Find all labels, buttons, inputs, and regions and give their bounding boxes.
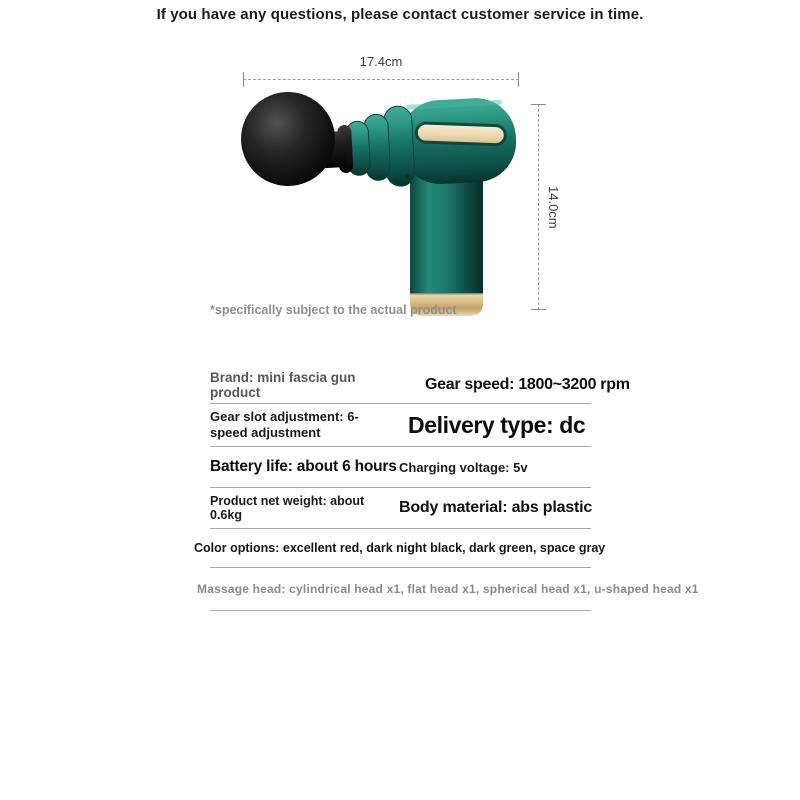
gun-spherical-head bbox=[241, 92, 335, 186]
customer-service-notice: If you have any questions, please contact customer service in time. bbox=[156, 6, 644, 23]
spec-delivery-type: Delivery type: dc bbox=[408, 411, 586, 438]
spec-battery-life: Battery life: about 6 hours bbox=[210, 458, 397, 475]
table-row bbox=[210, 366, 630, 404]
table-row bbox=[210, 404, 591, 447]
gun-body bbox=[316, 96, 518, 190]
spec-color-options: Color options: excellent red, dark night black, dark green, space gray bbox=[194, 541, 606, 555]
massage-gun-product-image bbox=[230, 85, 540, 325]
width-dimension-label: 17.4cm bbox=[359, 54, 403, 69]
table-row bbox=[197, 568, 699, 611]
gun-slot-window bbox=[414, 121, 507, 146]
spec-massage-heads: Massage head: cylindrical head x1, flat head x1, spherical head x1, u-shaped head x1 bbox=[197, 582, 699, 596]
spec-net-weight: Product net weight: about 0.6kg bbox=[210, 494, 365, 522]
spec-charging-voltage: Charging voltage: 5v bbox=[399, 459, 528, 475]
spec-brand: Brand: mini fascia gun product bbox=[210, 369, 356, 400]
product-disclaimer: *specifically subject to the actual product bbox=[210, 303, 457, 317]
width-dimension-line bbox=[243, 79, 519, 80]
height-dimension-label: 14.0cm bbox=[546, 185, 561, 229]
spec-body-material: Body material: abs plastic bbox=[399, 499, 593, 516]
spec-gear-slot-adjustment: Gear slot adjustment: 6-speed adjustment bbox=[210, 409, 359, 440]
spec-gear-speed: Gear speed: 1800~3200 rpm bbox=[425, 375, 630, 393]
table-row bbox=[194, 529, 606, 568]
table-row bbox=[210, 447, 591, 488]
spec-table bbox=[194, 366, 699, 611]
table-row bbox=[210, 488, 591, 529]
